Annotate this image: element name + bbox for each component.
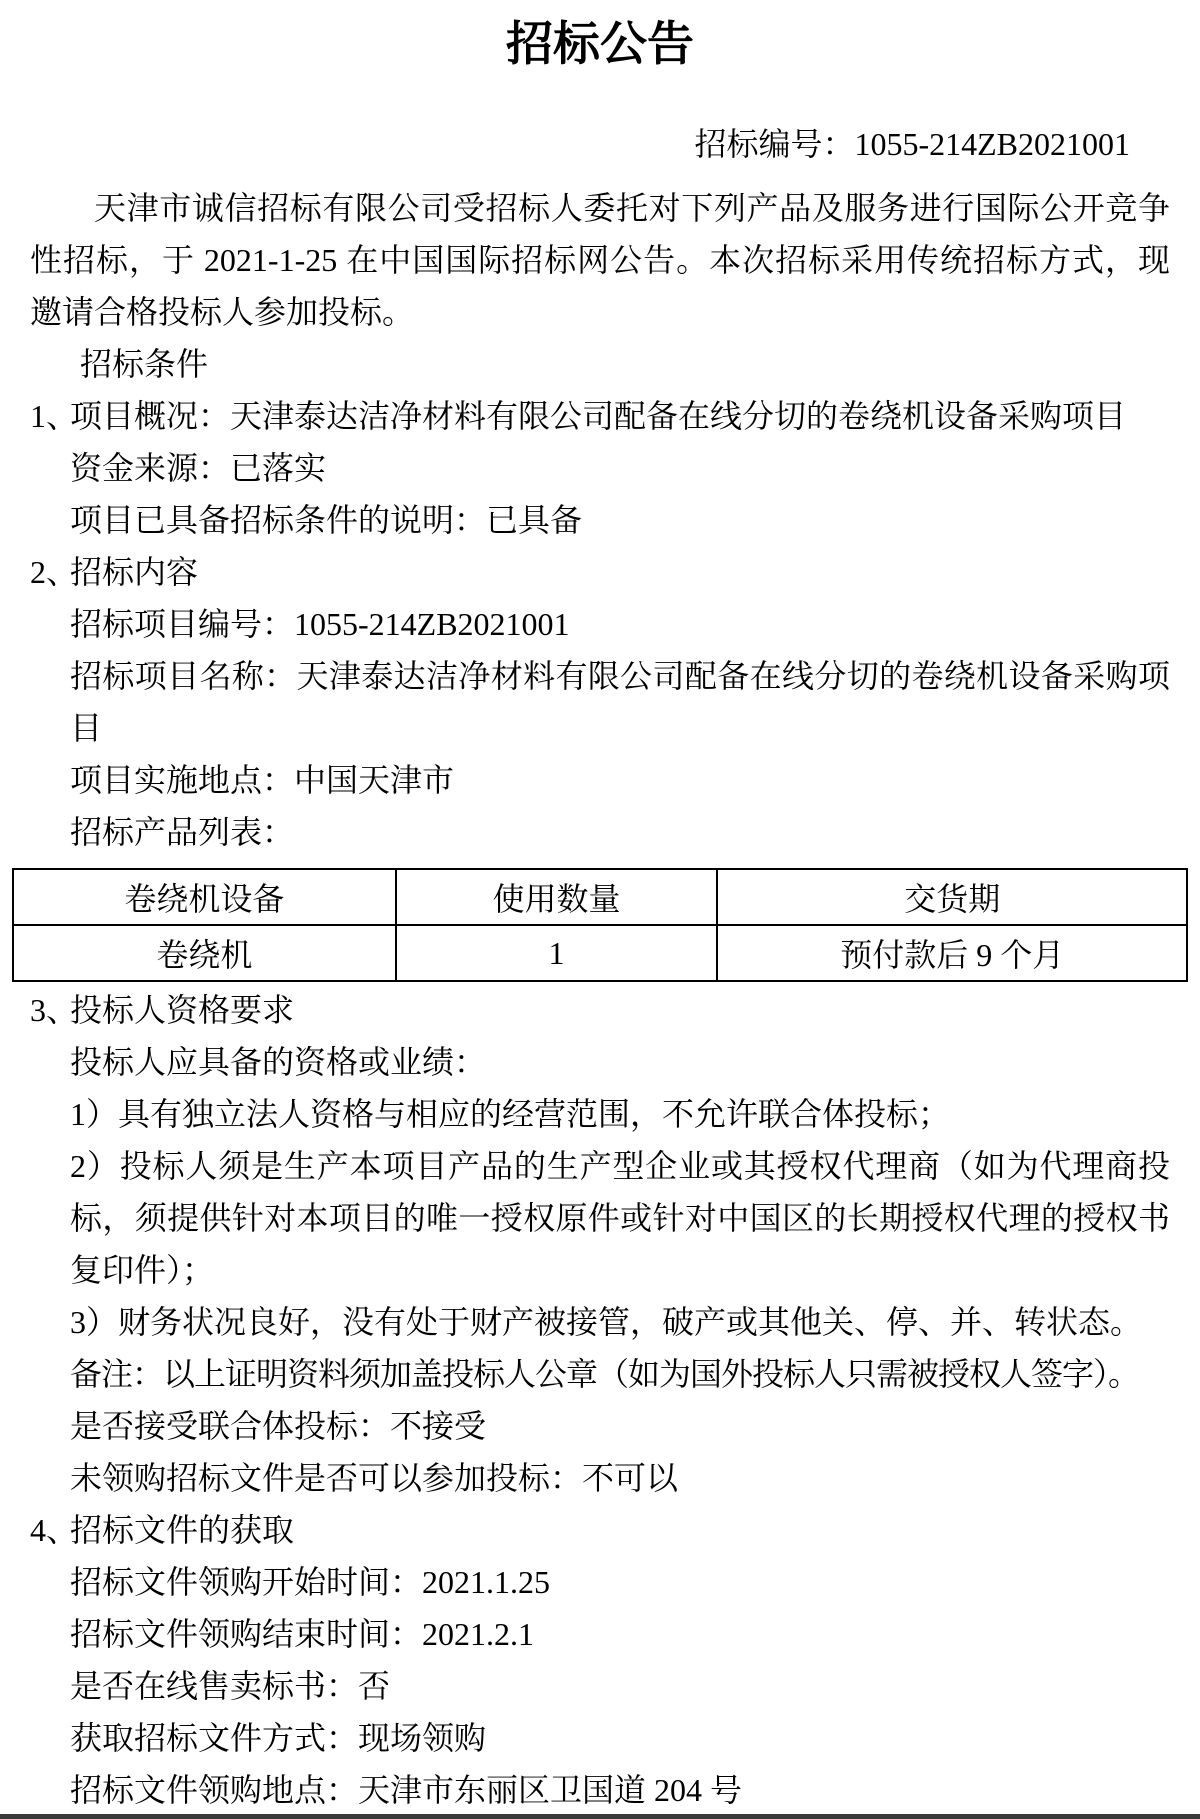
product-cell-delivery: 预付款后 9 个月 bbox=[717, 925, 1187, 981]
section-3-heading bbox=[30, 984, 1170, 1036]
product-cell-equipment: 卷绕机 bbox=[13, 925, 396, 981]
section-4-heading bbox=[30, 1504, 1170, 1556]
line-remark: 备注：以上证明资料须加盖投标人公章（如为国外投标人只需被授权人签字）。 bbox=[70, 1356, 1140, 1392]
line-online-sale: 是否在线售卖标书：否 bbox=[70, 1668, 391, 1704]
product-cell-quantity: 1 bbox=[396, 925, 718, 981]
section-3 bbox=[30, 984, 1170, 1504]
intro-paragraph: 天津市诚信招标有限公司受招标人委托对下列产品及服务进行国际公开竞争性招标，于 2021-1-25 在中国国际招标网公告。本次招标采用传统招标方式，现邀请合格投标人参加投标。 bbox=[30, 190, 1170, 330]
section-1 bbox=[30, 390, 1170, 546]
tender-ref-value: 1055-214ZB2021001 bbox=[854, 126, 1130, 162]
scan-edge-artifact bbox=[0, 1814, 1200, 1819]
page-title: 招标公告 bbox=[506, 19, 694, 71]
section-2-heading bbox=[30, 546, 1170, 598]
product-table-header-row bbox=[13, 869, 1187, 925]
section-2-heading-text: 招标内容 bbox=[70, 554, 199, 590]
product-table-header-equipment: 卷绕机设备 bbox=[13, 869, 396, 925]
line-requirement-2: 2）投标人须是生产本项目产品的生产型企业或其授权代理商（如为代理商投标，须提供针对本项目的唯一授权原件或针对中国区的长期授权代理的授权书复印件）； bbox=[70, 1148, 1170, 1288]
line-project-location: 项目实施地点：中国天津市 bbox=[70, 762, 455, 798]
section-1-marker: 1、 bbox=[30, 398, 79, 434]
product-table-header-delivery: 交货期 bbox=[717, 869, 1187, 925]
product-table bbox=[12, 868, 1188, 982]
line-consortium-bid: 是否接受联合体投标：不接受 bbox=[70, 1408, 487, 1444]
line-purchase-start-time: 招标文件领购开始时间：2021.1.25 bbox=[70, 1564, 551, 1600]
line-requirement-3: 3）财务状况良好，没有处于财产被接管，破产或其他关、停、并、转状态。 bbox=[70, 1304, 1143, 1340]
conditions-heading: 招标条件 bbox=[80, 346, 209, 382]
product-table-header-quantity: 使用数量 bbox=[396, 869, 718, 925]
line-product-list-label: 招标产品列表： bbox=[70, 814, 295, 850]
line-conditions-statement: 项目已具备招标条件的说明：已具备 bbox=[70, 502, 583, 538]
line-qualification-intro: 投标人应具备的资格或业绩： bbox=[70, 1044, 487, 1080]
line-purchase-address: 招标文件领购地点：天津市东丽区卫国道 204 号 bbox=[70, 1772, 743, 1808]
tender-ref-line bbox=[30, 118, 1170, 170]
line-funding-source: 资金来源：已落实 bbox=[70, 450, 327, 486]
section-3-heading-text: 投标人资格要求 bbox=[70, 992, 295, 1028]
section-4 bbox=[30, 1504, 1170, 1816]
line-project-number: 招标项目编号：1055-214ZB2021001 bbox=[70, 606, 570, 642]
line-project-name: 招标项目名称：天津泰达洁净材料有限公司配备在线分切的卷绕机设备采购项目 bbox=[70, 658, 1170, 746]
line-no-purchase-bid: 未领购招标文件是否可以参加投标：不可以 bbox=[70, 1460, 679, 1496]
section-2 bbox=[30, 546, 1170, 982]
line-purchase-end-time: 招标文件领购结束时间：2021.2.1 bbox=[70, 1616, 535, 1652]
section-1-heading bbox=[30, 390, 1170, 442]
section-1-heading-text: 项目概况：天津泰达洁净材料有限公司配备在线分切的卷绕机设备采购项目 bbox=[70, 398, 1127, 434]
line-requirement-1: 1）具有独立法人资格与相应的经营范围，不允许联合体投标； bbox=[70, 1096, 951, 1132]
section-2-marker: 2、 bbox=[30, 554, 79, 590]
section-3-marker: 3、 bbox=[30, 992, 79, 1028]
line-obtain-method: 获取招标文件方式：现场领购 bbox=[70, 1720, 487, 1756]
section-4-marker: 4、 bbox=[30, 1512, 79, 1548]
section-4-heading-text: 招标文件的获取 bbox=[70, 1512, 295, 1548]
table-row bbox=[13, 925, 1187, 981]
tender-ref-label: 招标编号： bbox=[694, 126, 855, 162]
